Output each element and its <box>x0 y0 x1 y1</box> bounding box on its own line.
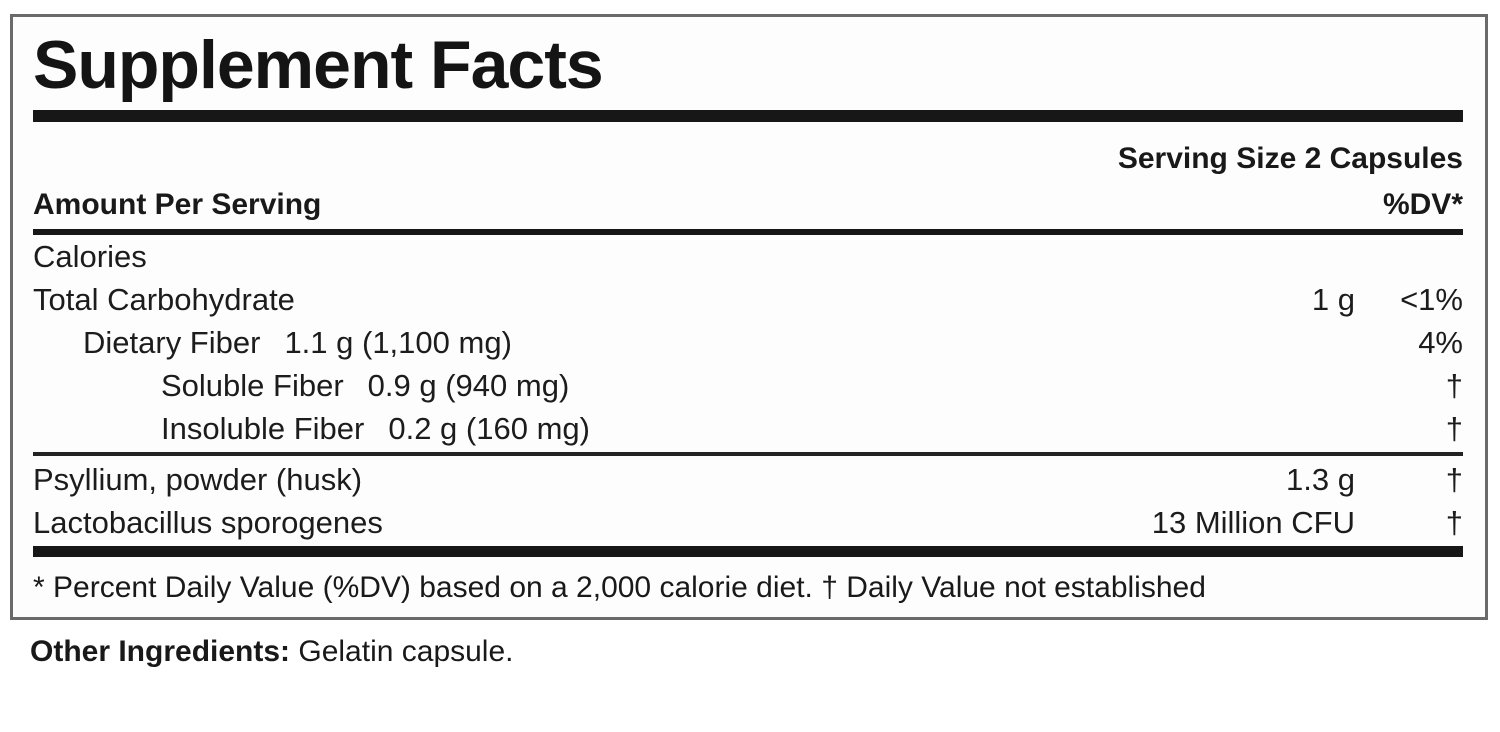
nutrient-amount: 1 g <box>1311 282 1355 317</box>
nutrient-dv: † <box>1445 368 1463 403</box>
nutrient-dv: † <box>1445 505 1463 540</box>
supplement-facts-panel <box>10 14 1488 620</box>
table-row-soluble-fiber <box>33 364 1463 407</box>
nutrient-dv: † <box>1445 411 1463 446</box>
nutrient-inline-amount: 1.1 g (1,100 mg) <box>284 325 512 360</box>
serving-size: Serving Size 2 Capsules <box>1117 142 1463 175</box>
nutrient-name: Psyllium, powder (husk) <box>33 462 363 497</box>
nutrient-name: Total Carbohydrate <box>33 282 295 317</box>
dv-footnote: * Percent Daily Value (%DV) based on a 2,000 calorie diet. † Daily Value not established <box>33 571 1206 604</box>
nutrient-name: Soluble Fiber <box>161 368 344 403</box>
table-row-calories <box>33 235 1463 278</box>
nutrient-name: Lactobacillus sporogenes <box>33 505 383 540</box>
table-bottom-divider <box>33 546 1463 557</box>
amount-per-serving-header: Amount Per Serving <box>33 188 322 221</box>
fiber-section-divider <box>33 452 1463 456</box>
table-row-total-carbohydrate <box>33 278 1463 321</box>
other-ingredients-value: Gelatin capsule. <box>290 635 514 668</box>
other-ingredients <box>30 634 514 670</box>
panel-title: Supplement Facts <box>33 27 603 103</box>
table-row-dietary-fiber <box>33 321 1463 364</box>
nutrient-inline-amount: 0.9 g (940 mg) <box>367 368 570 403</box>
nutrient-dv: <1% <box>1400 282 1463 317</box>
table-row-lactobacillus <box>33 501 1463 544</box>
nutrient-amount: 1.3 g <box>1286 462 1355 497</box>
nutrient-name: Calories <box>33 239 147 274</box>
title-divider <box>33 110 1463 122</box>
nutrient-dv: 4% <box>1418 325 1463 360</box>
table-row-insoluble-fiber <box>33 407 1463 450</box>
column-header-row <box>33 188 1463 229</box>
nutrient-name: Dietary Fiber <box>83 325 261 360</box>
nutrient-name: Insoluble Fiber <box>161 411 365 446</box>
dv-column-header: %DV* <box>1382 188 1463 221</box>
nutrient-inline-amount: 0.2 g (160 mg) <box>388 411 590 446</box>
nutrient-dv: † <box>1445 462 1463 497</box>
table-row-psyllium <box>33 458 1463 501</box>
other-ingredients-label: Other Ingredients: <box>30 635 291 668</box>
nutrient-amount: 13 Million CFU <box>1151 505 1355 540</box>
